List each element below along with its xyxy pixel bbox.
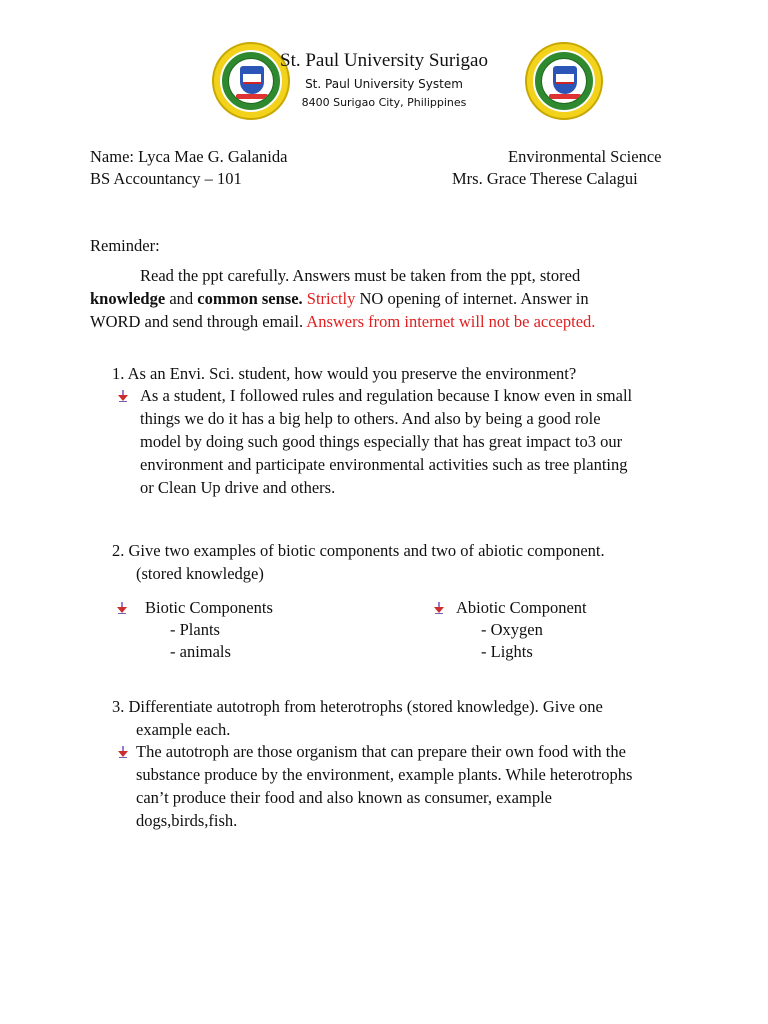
answer-1-line: As a student, I followed rules and regulation because I know even in small <box>140 386 633 405</box>
answer-1-line: or Clean Up drive and others. <box>140 478 336 497</box>
red-warning: Answers from internet will not be accepted. <box>306 312 596 331</box>
reminder-line-3 <box>90 311 595 333</box>
question-2-note: (stored knowledge) <box>136 564 264 583</box>
arrow-bullet-icon <box>118 390 128 402</box>
answer-3-line: substance produce by the environment, example plants. While heterotrophs <box>136 765 633 784</box>
answer-3-line: The autotroph are those organism that can prepare their own food with the <box>136 742 626 761</box>
answer-3-line: dogs,birds,fish. <box>136 811 238 830</box>
student-name: Name: Lyca Mae G. Galanida <box>90 147 288 166</box>
answer-1-line: environment and participate environmental activities such as tree planting <box>140 455 628 474</box>
subject-name: Environmental Science <box>508 147 662 166</box>
arrow-bullet-icon <box>118 746 128 758</box>
question-2: 2. Give two examples of biotic components and two of abiotic component. <box>112 541 605 560</box>
bold-knowledge: knowledge <box>90 289 166 308</box>
biotic-item: - animals <box>170 642 231 661</box>
bold-common-sense: common sense. <box>197 289 303 308</box>
reminder-line-2 <box>90 288 589 310</box>
university-address: 8400 Surigao City, Philippines <box>301 96 467 109</box>
abiotic-title: Abiotic Component <box>456 598 587 617</box>
answer-3-line: can’t produce their food and also known as consumer, example <box>136 788 552 807</box>
answer-1-line: things we do it has a big help to others. And also by being a good role <box>140 409 601 428</box>
question-3: 3. Differentiate autotroph from heterotrophs (stored knowledge). Give one <box>112 697 603 716</box>
student-program: BS Accountancy – 101 <box>90 169 242 188</box>
question-3-cont: example each. <box>136 720 231 739</box>
text-word-email: WORD and send through email. <box>90 312 307 331</box>
university-system: St. Paul University System <box>305 77 463 91</box>
reminder-line-1: Read the ppt carefully. Answers must be taken from the ppt, stored <box>140 266 581 285</box>
abiotic-item: - Lights <box>481 642 533 661</box>
text-and: and <box>165 289 198 308</box>
arrow-bullet-icon <box>117 602 127 614</box>
red-strictly: Strictly <box>306 289 356 308</box>
university-name: St. Paul University Surigao <box>280 50 488 71</box>
text-no-internet: NO opening of internet. Answer in <box>355 289 589 308</box>
reminder-heading: Reminder: <box>90 236 160 255</box>
biotic-title: Biotic Components <box>145 598 273 617</box>
arrow-bullet-icon <box>434 602 444 614</box>
teacher-name: Mrs. Grace Therese Calagui <box>452 169 638 188</box>
answer-1-line: model by doing such good things especially that has great impact to3 our <box>140 432 623 451</box>
biotic-item: - Plants <box>170 620 220 639</box>
abiotic-item: - Oxygen <box>481 620 543 639</box>
question-1: 1. As an Envi. Sci. student, how would you preserve the environment? <box>112 364 577 383</box>
